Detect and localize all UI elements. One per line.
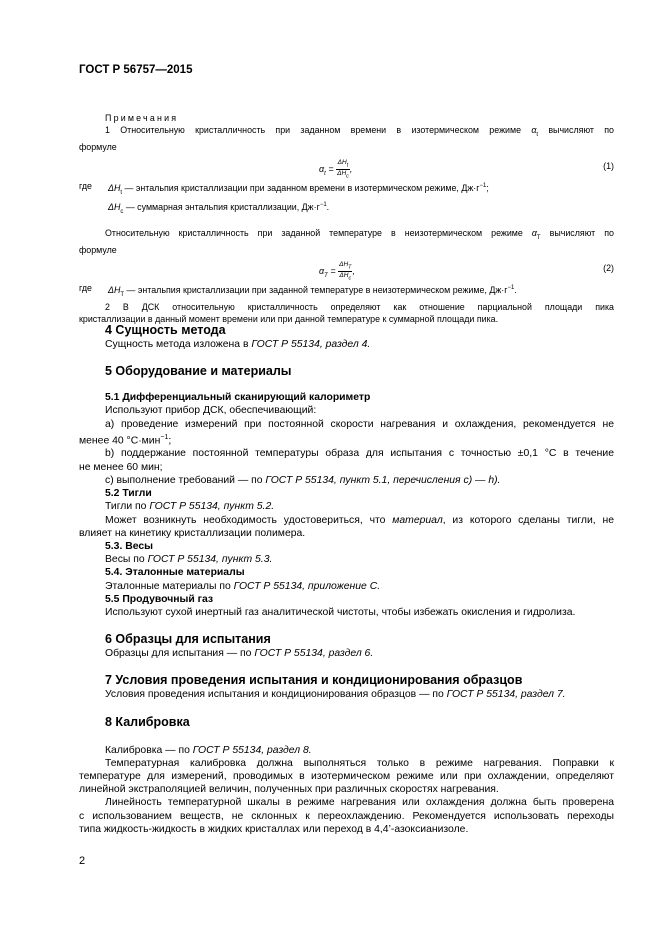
formula-1: $\alpha_t$ = $\frac{\Delta H_t}{\Delta H_c}$ , (1) [319, 158, 614, 180]
section-4-text: Сущность метода изложена в ГОСТ Р 55134, раздел 4. [105, 339, 371, 350]
item-c: с) выполнение требований — по ГОСТ Р 55134, пункт 5.1, перечисления с) — h). [105, 474, 501, 486]
note-2-line-1: 2 В ДСК относительную кристалличность определяют как отношение парциальной площади пика [105, 302, 614, 313]
section-8-p2-line-3: линейной экстраполяцией величин, полученных при различных скоростях нагревания. [79, 784, 499, 796]
section-5-1-intro: Используют прибор ДСК, обеспечивающий: [105, 405, 317, 417]
note-1b-line-1: Относительную кристалличность при заданной температуре в неизотермическом режиме $\alpha_T$ вычисляют по [105, 227, 614, 241]
section-6-text: Образцы для испытания — по ГОСТ Р 55134, раздел 6. [105, 648, 374, 660]
section-7-heading: 7 Условия проведения испытания и кондиционирования образцов [105, 673, 523, 688]
section-8-p3-line-3: типа жидкость-жидкость в жидких кристаллах или переход в 4,4’-азоксианизоле. [79, 823, 469, 835]
section-5-3-heading: 5.3. Весы [105, 540, 154, 552]
note-1-line-1: 1 Относительную кристалличность при заданном времени в изотермическом режиме $\alpha_t$ вычисляют по [105, 125, 614, 139]
section-5-2-note-line-1: Может возникнуть необходимость удостовериться, что материал, из которого сделаны тигли, не [105, 514, 614, 526]
section-8-p2-line-1: Температурная калибровка должна выполняться только в режиме нагревания. Поправки к [105, 757, 614, 769]
section-4-heading: 4 Сущность метода [105, 323, 226, 337]
section-5-5-heading: 5.5 Продувочный газ [105, 593, 214, 605]
section-7-text: Условия проведения испытания и кондиционирования образцов — по ГОСТ Р 55134, раздел 7. [105, 689, 566, 701]
section-8-p3-line-2: с использованием веществ, не склонных к переохлаждению. Рекомендуется использовать переходы [79, 810, 614, 822]
section-5-2-text: Тигли по ГОСТ Р 55134, пункт 5.2. [105, 501, 275, 513]
notes-title: Примечания [105, 113, 179, 123]
note-1-line-2: формуле [79, 142, 117, 153]
section-5-2-heading: 5.2 Тигли [105, 488, 152, 500]
section-5-2-note-line-2: влияет на кинетику кристаллизации полимера. [79, 527, 306, 539]
section-8-heading: 8 Калибровка [105, 714, 190, 729]
document-header: ГОСТ Р 56757—2015 [79, 64, 193, 76]
main-body [79, 322, 614, 836]
formula-1-number: (1) [603, 160, 614, 171]
section-5-4-text: Эталонные материалы по ГОСТ Р 55134, приложение С. [105, 580, 381, 592]
section-6-heading: 6 Образцы для испытания [105, 632, 271, 647]
item-a-line-1: а) проведение измерений при постоянной скорости нагревания и охлаждения, рекомендуется не [105, 418, 614, 430]
formula-2: $\alpha_T$ = $\frac{\Delta H_T}{\Delta H_c}$ , (2) [319, 261, 614, 282]
where-3: где $\Delta H_T$ — энтальпия кристаллизации при заданной температуре в неизотермическом режиме, $Дж\cdot г^{-1}$. [79, 283, 517, 298]
item-a-line-2: менее 40 °С·мин$^{-1}$; [79, 433, 172, 447]
section-8-p3-line-1: Линейность температурной шкалы в режиме нагревания или охлаждения должна быть проверена [105, 797, 614, 809]
item-b-line-2: не менее 60 мин; [79, 461, 163, 473]
notes-block [79, 112, 614, 326]
formula-2-number: (2) [603, 263, 614, 274]
where-1: где $\Delta H_t$ — энтальпия кристаллизации при заданном времени в изотермическом режиме, $Дж\cdot г^{-1}$; [79, 180, 489, 196]
section-5-3-text: Весы по ГОСТ Р 55134, пункт 5.3. [105, 554, 273, 566]
note-1b-line-2: формуле [79, 244, 117, 255]
section-5-1-heading: 5.1 Дифференциальный сканирующий калориметр [105, 392, 371, 404]
section-5-heading: 5 Оборудование и материалы [105, 364, 292, 379]
item-b-line-1: b) поддержание постоянной температуры образа для испытания с точностью ±0,1 °С в течение [105, 448, 614, 460]
page-number: 2 [79, 855, 86, 867]
section-8-p1: Калибровка — по ГОСТ Р 55134, раздел 8. [105, 744, 312, 756]
section-5-4-heading: 5.4. Эталонные материалы [105, 567, 245, 579]
note-2-line-2: кристаллизации в данный момент времени или при данной температуре к суммарной площади пика. [79, 314, 499, 325]
section-8-p2-line-2: температуре для измерений, проводимых в изотермическом режиме или при охлаждении, определяют [79, 770, 614, 782]
section-5-5-text: Используют сухой инертный газ аналитической чистоты, чтобы избежать окисления и гидролиза. [105, 606, 576, 618]
where-2: $\Delta H_c$ — суммарная энтальпия кристаллизации, $Дж\cdot г^{-1}$. [108, 201, 330, 215]
